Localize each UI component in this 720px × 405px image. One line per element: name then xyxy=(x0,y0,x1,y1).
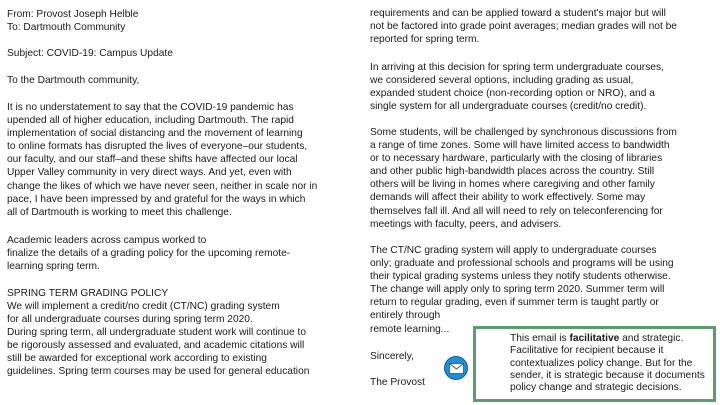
paragraph-student-challenges: Some students, will be challenged by synchronous discussions from a range of time zones. Some will have limited access to bandwidth or to necessary hardware, particularly with the closing of libraries and other public high-bandwidth places across the country. Still others will be living in homes where caregiving and other family demands will affect their ability to work effectively. Some may themselves fall ill. And all will need to rely on teleconferencing for meetings with faculty, peers, and advisers. xyxy=(370,127,677,230)
paragraph-decision: In arriving at this decision for spring term undergraduate courses, we considered several options, including grading as usual, expanded student choice (non-recording option or NRO), and a single system for all undergraduate courses (credit/no credit). xyxy=(370,62,664,113)
paragraph-ctnc-scope: The CT/NC grading system will apply to undergraduate courses only; graduate and professional schools and programs will be using their typical grading systems unless they notify students otherwise. The change will apply only to spring term 2020. Summer term will return to regular grading, even if summer term is taught partly or entirely through remote learning... xyxy=(370,245,674,335)
closing: Sincerely, xyxy=(370,351,414,362)
paragraph-grading-policy: We will implement a credit/no credit (CT/NC) grading system for all undergraduate courses during spring term 2020. During spring term, all undergraduate student work will continue to be rigorously assessed and evaluated, and academic citations will still be awarded for exceptional work according to existing guidelines. Spring term courses may be used for general education xyxy=(7,301,310,378)
section-heading-grading-policy: SPRING TERM GRADING POLICY xyxy=(7,288,169,299)
callout-bold-word: facilitative xyxy=(569,333,620,344)
paragraph-intro: It is no understatement to say that the COVID-19 pandemic has upended all of higher education, including Dartmouth. The rapid implementation of social distancing and the movement of learning to online formats has disrupted the lives of everyone–our students, our faculty, and our staff–and these shifts have affected our local Upper Valley community in very direct ways. And yet, even with change the likes of which we have never seen, neither in scale nor in pace, I have been impressed by and grateful for the ways in which all of Dartmouth is working to meet this challenge. xyxy=(7,102,318,218)
salutation: To the Dartmouth community, xyxy=(7,75,140,86)
callout-heading xyxy=(510,333,706,345)
annotation-callout xyxy=(473,326,716,402)
from-line: From: Provost Joseph Helble xyxy=(7,9,139,20)
paragraph-academic-leaders: Academic leaders across campus worked to finalize the details of a grading policy for the upcoming remote- learning spring term. xyxy=(7,235,291,273)
callout-suffix: and strategic. xyxy=(619,333,684,344)
callout-prefix: This email is xyxy=(510,333,570,344)
to-line: To: Dartmouth Community xyxy=(7,22,126,33)
email-icon xyxy=(444,356,468,380)
signature: The Provost xyxy=(370,377,425,388)
callout-body: Facilitative for recipient because it contextualizes policy change. But for the sender, it is strategic because it documents policy change and strategic decisions. xyxy=(510,345,705,394)
paragraph-requirements: requirements and can be applied toward a student's major but will not be factored into grade point averages; median grades will not be reported for spring term. xyxy=(370,8,677,46)
subject-line: Subject: COVID-19: Campus Update xyxy=(7,48,173,59)
